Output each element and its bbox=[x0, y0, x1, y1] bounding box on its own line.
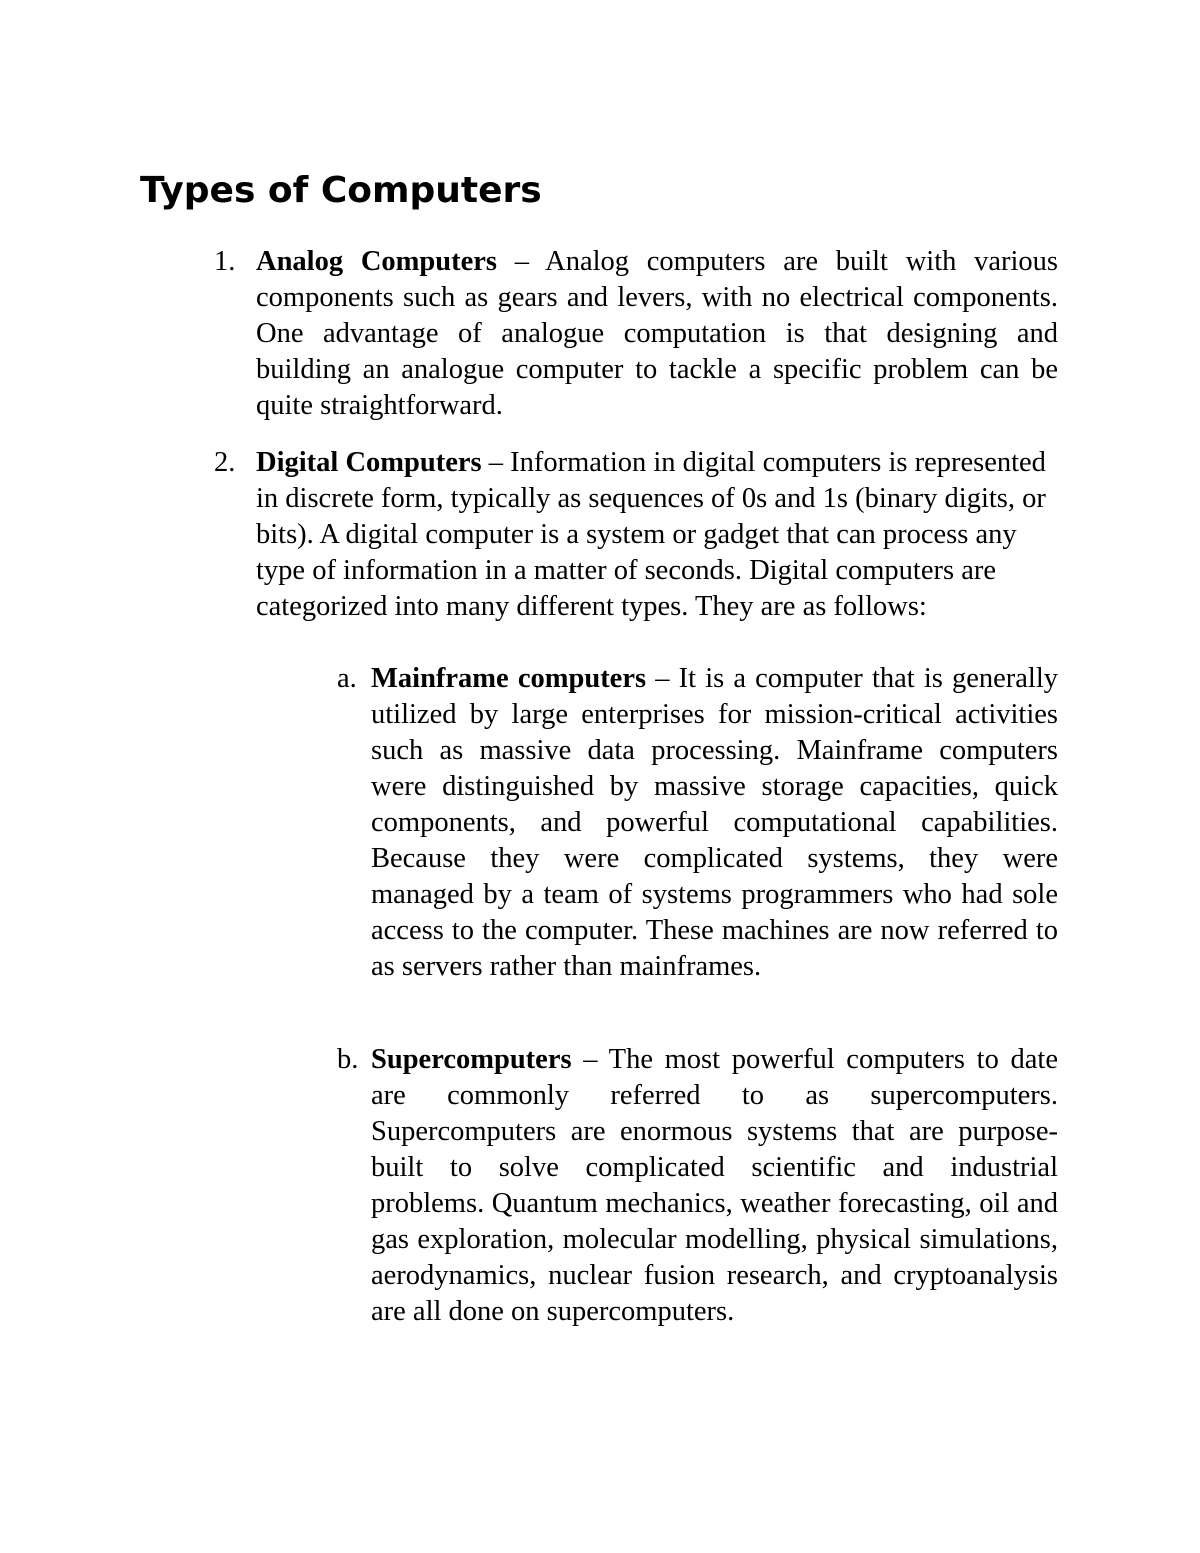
sublist-item-mainframe-computers bbox=[337, 661, 1059, 985]
list-item-text: Information in digital computers is represented in discrete form, typically as sequences of 0s and 1s (binary digits, or bits). A digital computer is a system or gadget that can process any type of information in a matter of seconds. Digital computers are categorized into many different types. They are as follows: bbox=[256, 447, 1046, 622]
term-separator: – bbox=[481, 447, 511, 478]
list-item-text: Analog computers are built with various components such as gears and levers, with no electrical components. One advantage of analogue computation is that designing and building an analogue computer to tackle a specific problem can be quite straightforward. bbox=[256, 246, 1058, 421]
list-item-term: Analog Computers bbox=[256, 246, 497, 277]
list-item-paragraph bbox=[256, 244, 1058, 424]
term-separator: – bbox=[571, 1044, 609, 1075]
term-separator: – bbox=[646, 663, 679, 694]
sublist-item-term: Mainframe computers bbox=[371, 663, 647, 694]
sublist-marker: b. bbox=[337, 1044, 359, 1075]
list-item-digital-computers bbox=[214, 445, 1058, 625]
sublist-item-text: The most powerful computers to date are commonly referred to as supercomputers. Supercomputers are enormous systems that are purpose-built to solve complicated scientific and industrial problems. Quantum mechanics, weather forecasting, oil and gas exploration, molecular modelling, physical simulations, aerodynamics, nuclear fusion research, and cryptoanalysis are all done on supercomputers. bbox=[371, 1044, 1058, 1327]
sublist-marker: a. bbox=[337, 663, 357, 694]
sublist-item-supercomputers bbox=[337, 1042, 1058, 1330]
list-marker: 1. bbox=[214, 246, 236, 277]
list-item-analog-computers bbox=[214, 244, 1058, 424]
sublist-item-paragraph bbox=[371, 661, 1058, 985]
sublist-item-paragraph bbox=[371, 1042, 1058, 1330]
list-marker: 2. bbox=[214, 447, 236, 478]
term-separator: – bbox=[496, 246, 546, 277]
sublist-item-text: It is a computer that is generally utilized by large enterprises for mission-critical activities such as massive data processing. Mainframe computers were distinguished by massive storage capacities, quick components, and powerful computational capabilities. Because they were complicated systems, they were managed by a team of systems programmers who had sole access to the computer. These machines are now referred to as servers rather than mainframes. bbox=[371, 663, 1059, 982]
page-title: Types of Computers bbox=[140, 170, 542, 211]
list-item-paragraph bbox=[256, 445, 1058, 625]
sublist-item-term: Supercomputers bbox=[371, 1044, 572, 1075]
list-item-term: Digital Computers bbox=[256, 447, 482, 478]
